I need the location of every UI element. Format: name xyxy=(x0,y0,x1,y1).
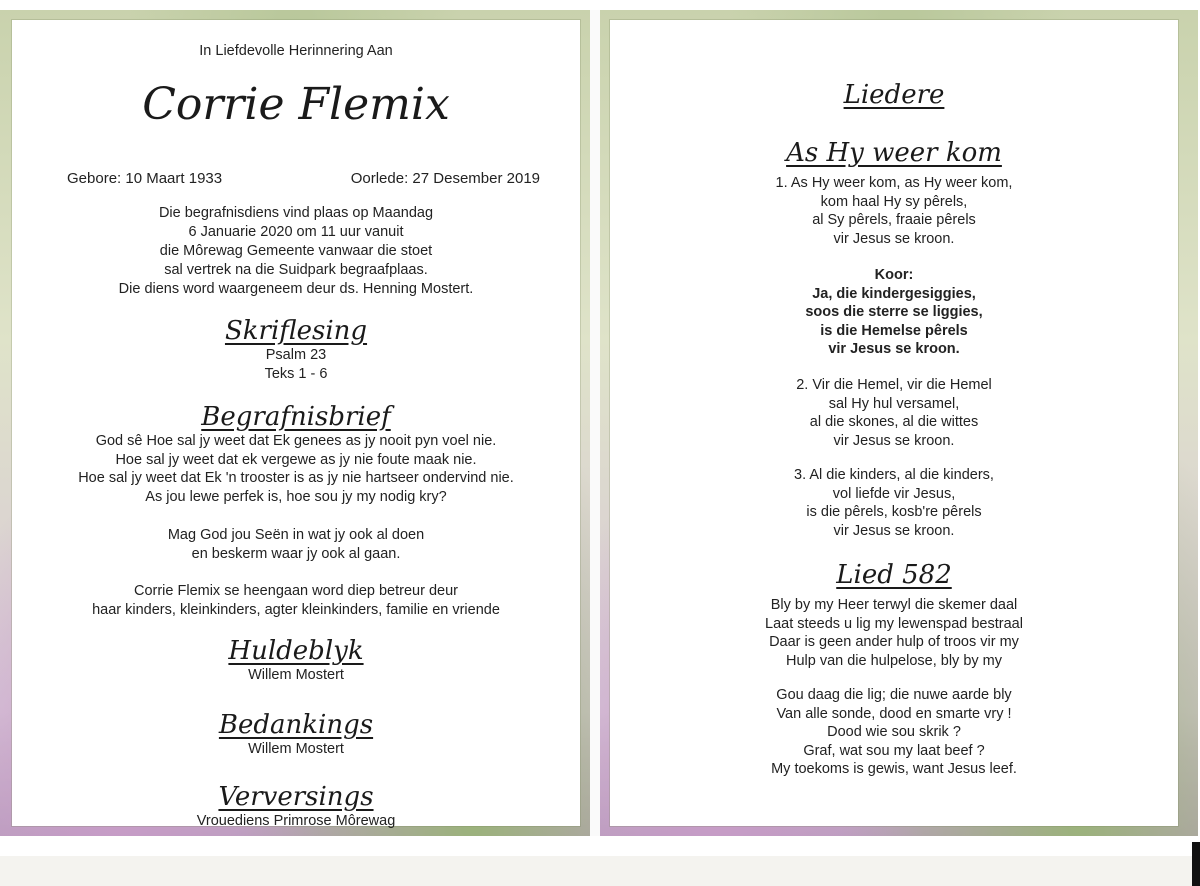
lyric-line: vol liefde vir Jesus, xyxy=(832,485,956,502)
lyric-line: Daar is geen ander hulp of troos vir my xyxy=(769,634,1019,650)
reading-line: Teks 1 - 6 xyxy=(264,365,328,382)
lyric-line: al Sy pêrels, fraaie pêrels xyxy=(812,212,976,228)
chorus-label: Koor: xyxy=(874,267,914,283)
lyric-line: Dood wie sou skrik ? xyxy=(827,724,961,740)
name-line: Corrie Flemix xyxy=(142,79,450,130)
service-line: Die begrafnisdiens vind plaas op Maandag xyxy=(158,205,434,221)
left-page xyxy=(0,10,590,836)
mourned-text xyxy=(12,582,580,619)
skriflesing-heading: Skriflesing xyxy=(224,316,368,346)
lyric-line: is die pêrels, kosb're pêrels xyxy=(806,504,982,520)
mourned-line: haar kinders, kleinkinders, agter kleinkinders, familie en vriende xyxy=(92,601,500,618)
blessing-line: en beskerm waar jy ook al gaan. xyxy=(191,545,401,562)
lyric-line: Van alle sonde, dood en smarte vry ! xyxy=(776,705,1012,722)
deceased-name xyxy=(12,80,580,130)
lyric-line: kom haal Hy sy pêrels, xyxy=(820,193,968,210)
letter-line: Hoe sal jy weet dat ek vergewe as jy nie foute maak nie. xyxy=(115,451,477,468)
lyric-line: Laat steeds u lig my lewenspad bestraal xyxy=(765,615,1023,632)
tribute-name: Willem Mostert xyxy=(248,667,344,683)
born-date: Gebore: 10 Maart 1933 xyxy=(67,170,223,187)
chorus-line: soos die sterre se liggies, xyxy=(805,304,983,320)
lyric-line: Bly by my Heer terwyl die skemer daal xyxy=(770,597,1018,613)
scan-edge-mark xyxy=(1192,842,1200,886)
lyric-line: vir Jesus se kroon. xyxy=(833,522,955,539)
letter-line: God sê Hoe sal jy weet dat Ek genees as jy nooit pyn voel nie. xyxy=(95,433,497,449)
song1-verse3 xyxy=(610,466,1178,540)
chorus-line: Ja, die kindergesiggies, xyxy=(812,285,976,302)
mourned-line: Corrie Flemix se heengaan word diep betreur deur xyxy=(133,583,458,599)
song1-title: As Hy weer kom xyxy=(786,138,1002,168)
service-line: Die diens word waargeneem deur ds. Henning Mostert. xyxy=(118,281,474,297)
song1-chorus xyxy=(610,266,1178,359)
begrafnisbrief-section xyxy=(12,402,580,506)
liedere-heading-block xyxy=(610,80,1178,110)
right-panel xyxy=(610,20,1178,826)
lyric-line: Hulp van die hulpelose, bly by my xyxy=(785,652,1002,669)
dates-row xyxy=(67,170,540,187)
blessing-text xyxy=(12,526,580,563)
begrafnisbrief-heading: Begrafnisbrief xyxy=(201,402,391,432)
song2-verse2 xyxy=(610,686,1178,779)
scan-bottom-margin xyxy=(0,856,1200,886)
lyric-line: al die skones, al die wittes xyxy=(809,414,979,430)
song2-title: Lied 582 xyxy=(836,560,952,590)
song2-verse1 xyxy=(610,596,1178,670)
song1-verse2 xyxy=(610,376,1178,450)
lyric-line: Gou daag die lig; die nuwe aarde bly xyxy=(776,687,1012,703)
service-line: sal vertrek na die Suidpark begraafplaas. xyxy=(164,262,428,278)
intro-line: In Liefdevolle Herinnering Aan xyxy=(199,43,393,59)
huldeblyk-section xyxy=(12,636,580,685)
lyric-line: 2. Vir die Hemel, vir die Hemel xyxy=(796,377,992,393)
verversings-section xyxy=(12,782,580,831)
service-line: die Môrewag Gemeente vanwaar die stoet xyxy=(159,243,433,259)
song2-title-block xyxy=(610,560,1178,590)
bedankings-section xyxy=(12,710,580,759)
lyric-line: 3. Al die kinders, al die kinders, xyxy=(794,467,994,483)
blessing-line: Mag God jou Seën in wat jy ook al doen xyxy=(167,527,425,543)
intro-text xyxy=(12,42,580,61)
chorus-line: vir Jesus se kroon. xyxy=(828,341,960,357)
right-page xyxy=(600,10,1198,836)
page-spine xyxy=(590,10,600,836)
lyric-line: My toekoms is gewis, want Jesus leef. xyxy=(771,761,1017,777)
lyric-line: 1. As Hy weer kom, as Hy weer kom, xyxy=(775,175,1013,191)
letter-line: As jou lewe perfek is, hoe sou jy my nodig kry? xyxy=(145,488,447,505)
left-panel xyxy=(12,20,580,829)
service-line: 6 Januarie 2020 om 11 uur vanuit xyxy=(188,224,404,240)
skriflesing-section xyxy=(12,316,580,383)
song1-verse1 xyxy=(610,174,1178,248)
lyric-line: vir Jesus se kroon. xyxy=(833,432,955,449)
reading-line: Psalm 23 xyxy=(265,347,327,363)
song1-title-block xyxy=(610,138,1178,168)
huldeblyk-heading: Huldeblyk xyxy=(228,636,364,666)
lyric-line: sal Hy hul versamel, xyxy=(828,395,960,412)
bedankings-heading: Bedankings xyxy=(218,710,374,740)
service-details xyxy=(12,204,580,299)
died-date: Oorlede: 27 Desember 2019 xyxy=(350,170,540,187)
liedere-heading: Liedere xyxy=(843,80,945,110)
letter-line: Hoe sal jy weet dat Ek 'n trooster is as jy nie hartseer ondervind nie. xyxy=(78,470,514,486)
lyric-line: Graf, wat sou my laat beef ? xyxy=(803,742,985,759)
lyric-line: vir Jesus se kroon. xyxy=(833,230,955,247)
chorus-line: is die Hemelse pêrels xyxy=(820,322,968,339)
refreshments-name: Vrouediens Primrose Môrewag xyxy=(196,813,396,829)
verversings-heading: Verversings xyxy=(218,782,374,812)
thanks-name: Willem Mostert xyxy=(248,741,344,757)
